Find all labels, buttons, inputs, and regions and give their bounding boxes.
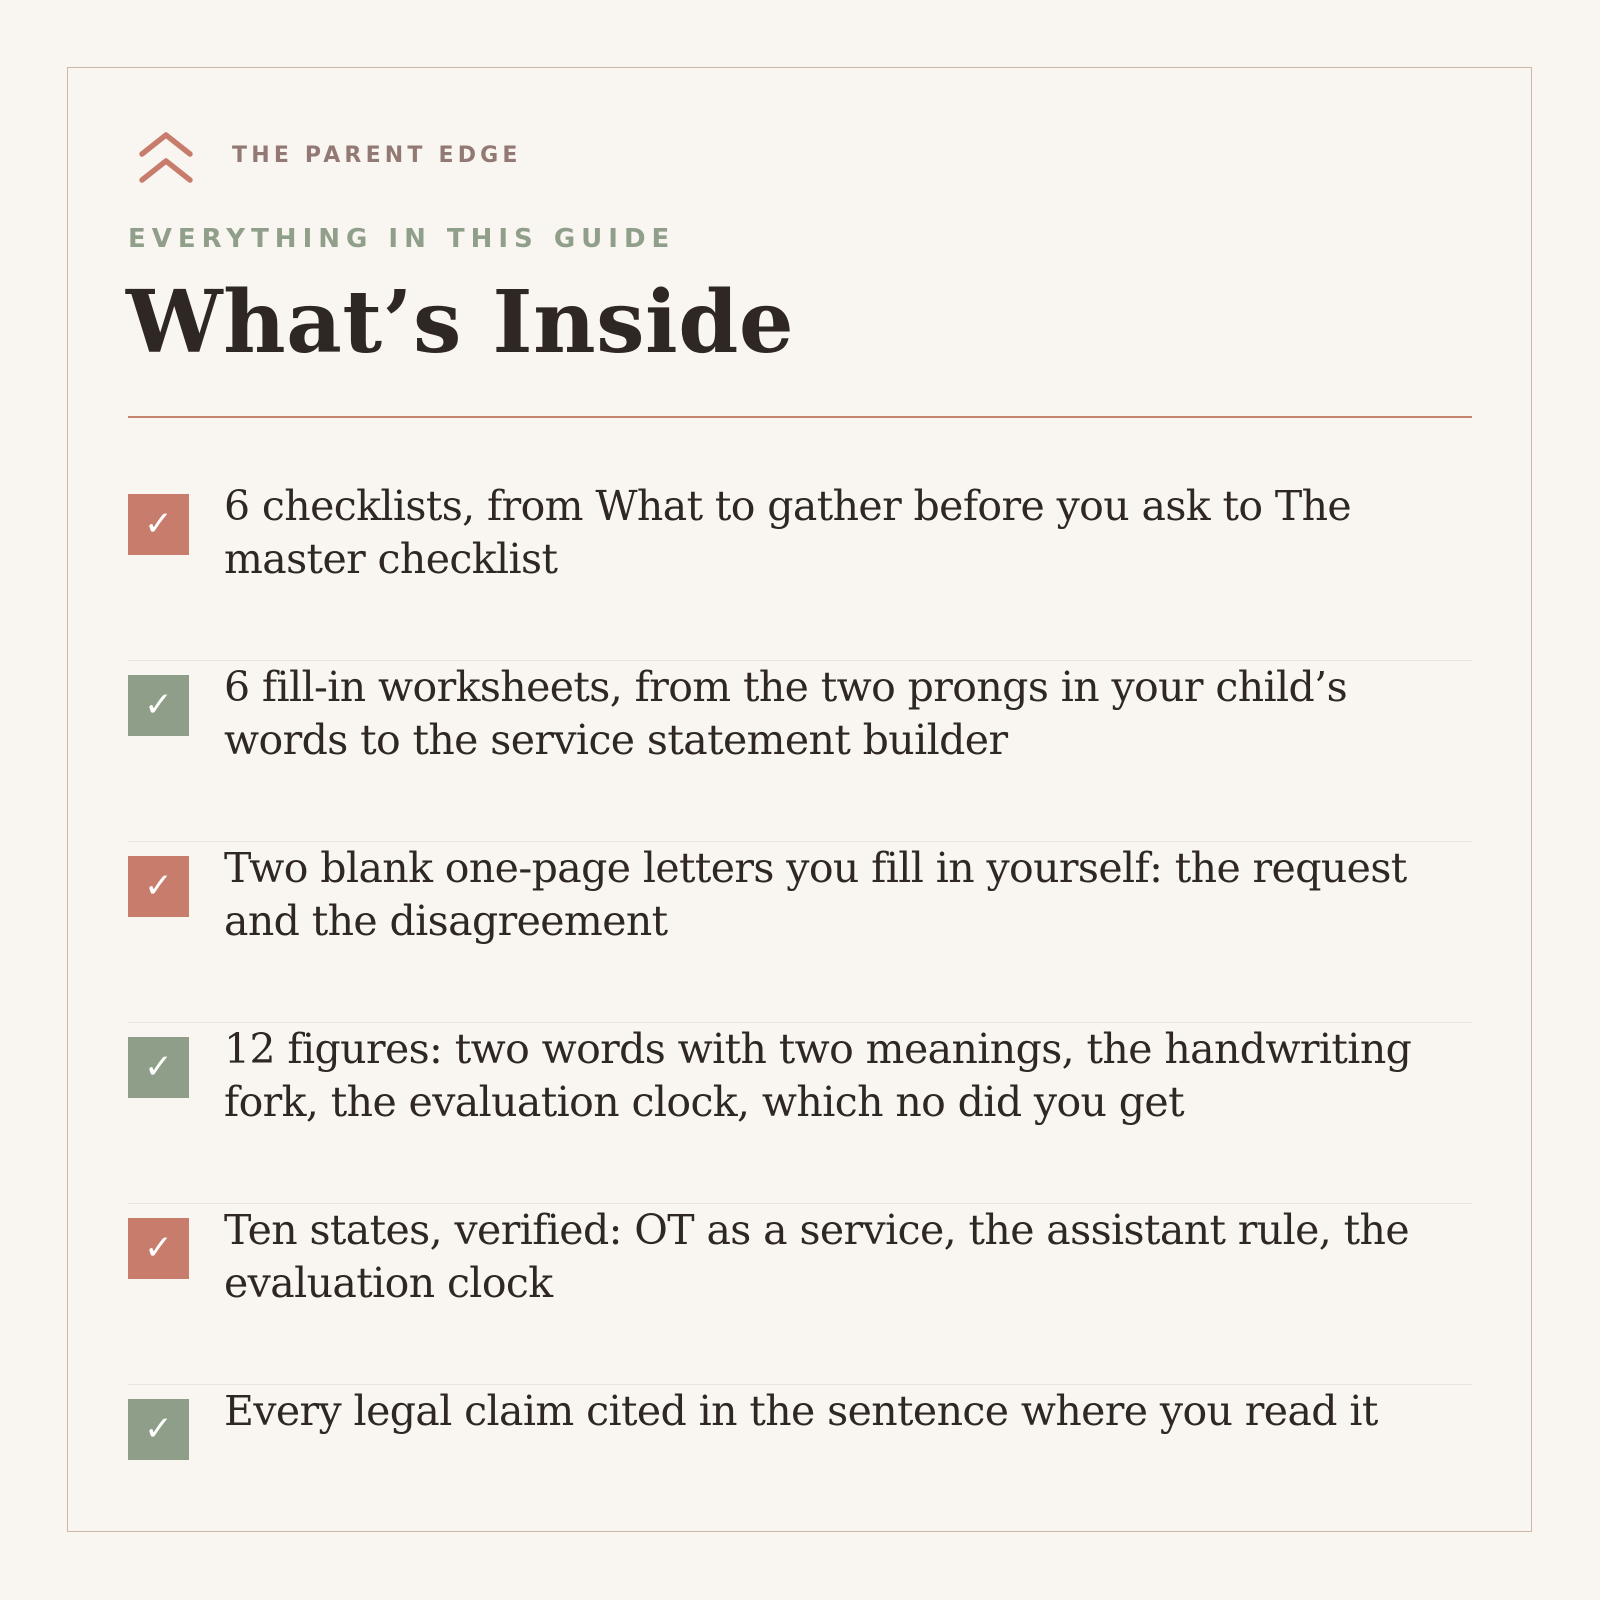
double-chevron-up-icon: [138, 130, 194, 186]
list-item-text: Every legal claim cited in the sentence where you read it: [224, 1387, 1378, 1435]
page-title: What’s Inside: [126, 272, 795, 373]
checkmark-icon: ✓: [128, 675, 189, 736]
list-item: [128, 661, 1472, 842]
eyebrow-label: EVERYTHING IN THIS GUIDE: [128, 224, 676, 254]
list-item: [128, 480, 1472, 661]
checkmark-icon: ✓: [128, 1037, 189, 1098]
checkmark-icon: ✓: [128, 1399, 189, 1460]
list-item: [128, 1385, 1472, 1566]
list-item-text: 6 checklists, from What to gather before you ask to The master checklist: [224, 482, 1352, 583]
title-divider: [128, 416, 1472, 418]
checkmark-icon: ✓: [128, 856, 189, 917]
list-item: [128, 842, 1472, 1023]
list-item-text: Two blank one-page letters you fill in yourself: the request and the disagreement: [224, 844, 1407, 945]
list-item: [128, 1204, 1472, 1385]
list-item-text: 12 figures: two words with two meanings, the handwriting fork, the evaluation clock, which no did you get: [224, 1025, 1412, 1126]
brand-name: THE PARENT EDGE: [232, 143, 522, 168]
list-item-text: Ten states, verified: OT as a service, the assistant rule, the evaluation clock: [224, 1206, 1409, 1307]
list-item-text: 6 fill-in worksheets, from the two prongs in your child’s words to the service statement builder: [224, 663, 1348, 764]
brand-header: [138, 130, 522, 186]
list-item: [128, 1023, 1472, 1204]
checkmark-icon: ✓: [128, 1218, 189, 1279]
checkmark-icon: ✓: [128, 494, 189, 555]
